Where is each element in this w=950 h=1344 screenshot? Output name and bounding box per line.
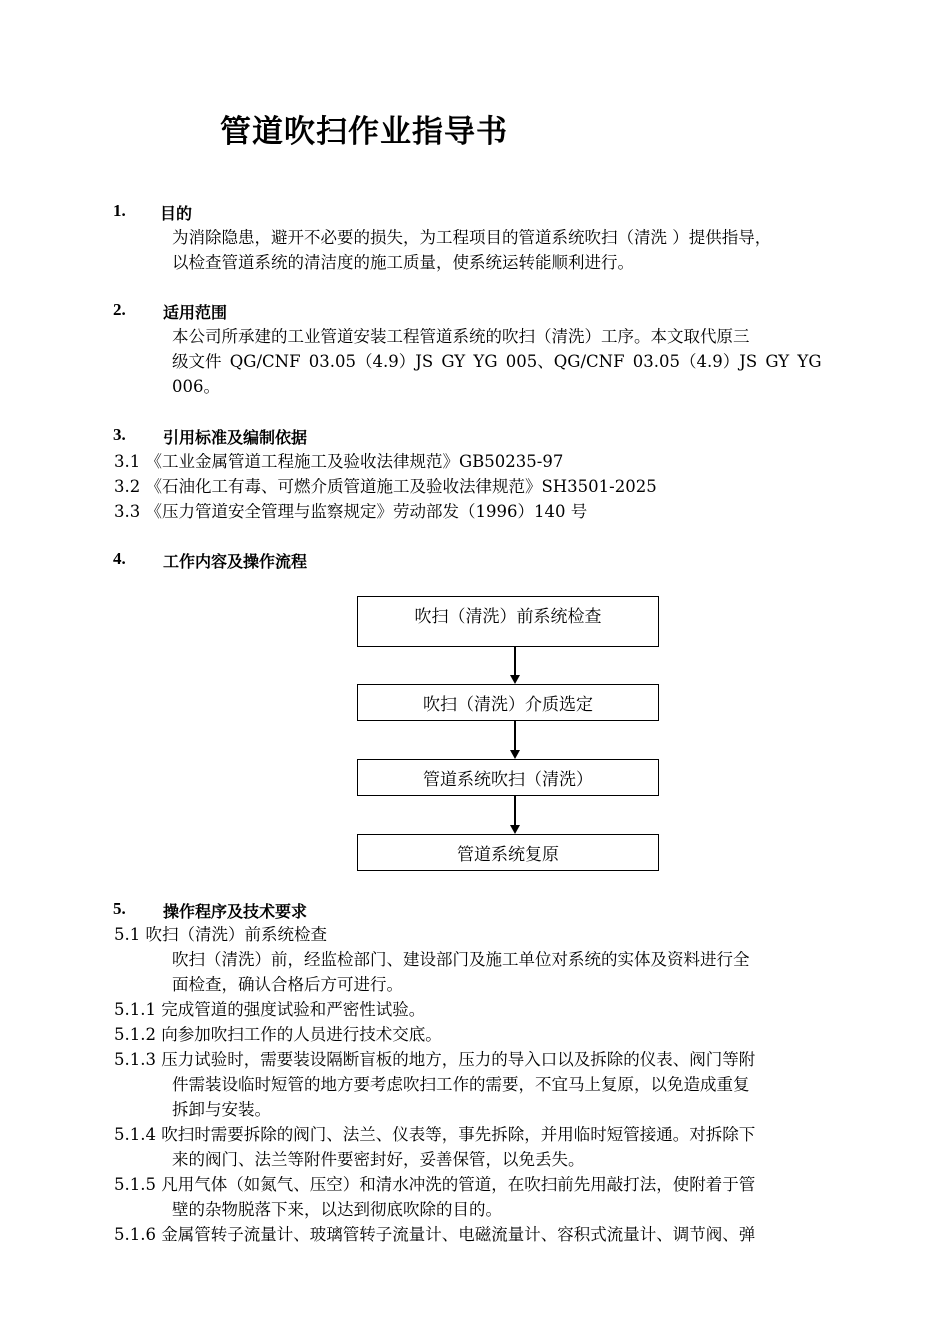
section-1-heading: 目的 (160, 204, 193, 223)
procedure-item-continuation: 件需装设临时短管的地方要考虑吹扫工作的需要，不宜马上复原，以免造成重复 (172, 1075, 750, 1094)
section-3-number: 3. (113, 425, 126, 444)
section-2-line: 本公司所承建的工业管道安装工程管道系统的吹扫（清洗）工序。本文取代原三 (172, 327, 750, 346)
procedure-item: 5.1.4 吹扫时需要拆除的阀门、法兰、仪表等，事先拆除，并用临时短管接通。对拆除下 (114, 1125, 756, 1144)
procedure-item: 5.1.3 压力试验时，需要装设隔断盲板的地方，压力的导入口以及拆除的仪表、阀门等附 (114, 1050, 756, 1069)
procedure-item: 5.1.2 向参加吹扫工作的人员进行技术交底。 (114, 1025, 442, 1044)
flow-step-1: 吹扫（清洗）前系统检查 (357, 596, 659, 647)
flow-connector (514, 721, 516, 750)
reference-item: 3.2 《石油化工有毒、可燃介质管道施工及验收法律规范》SH3501-2025 (114, 477, 657, 496)
flow-connector (514, 647, 516, 675)
section-2-line: 006。 (172, 377, 220, 396)
procedure-item: 5.1.1 完成管道的强度试验和严密性试验。 (114, 1000, 426, 1019)
subsection-5-1-intro: 面检查，确认合格后方可进行。 (172, 975, 403, 994)
page-title: 管道吹扫作业指导书 (220, 114, 508, 150)
section-1-number: 1. (113, 201, 126, 220)
section-1-line: 以检查管道系统的清洁度的施工质量，使系统运转能顺利进行。 (172, 253, 634, 272)
flow-connector (514, 796, 516, 825)
section-2-heading: 适用范围 (163, 303, 228, 322)
flow-step-4: 管道系统复原 (357, 834, 659, 871)
procedure-item-continuation: 壁的杂物脱落下来，以达到彻底吹除的目的。 (172, 1200, 502, 1219)
section-2-number: 2. (113, 300, 126, 319)
subsection-5-1-heading: 5.1 吹扫（清洗）前系统检查 (114, 925, 327, 944)
section-4-number: 4. (113, 549, 126, 568)
procedure-item-continuation: 来的阀门、法兰等附件要密封好，妥善保管，以免丢失。 (172, 1150, 585, 1169)
flow-step-3: 管道系统吹扫（清洗） (357, 759, 659, 796)
flow-arrow-icon (510, 750, 520, 759)
subsection-5-1-intro: 吹扫（清洗）前，经监检部门、建设部门及施工单位对系统的实体及资料进行全 (172, 950, 750, 969)
reference-item: 3.3 《压力管道安全管理与监察规定》劳动部发（1996）140 号 (114, 502, 588, 521)
flow-step-2: 吹扫（清洗）介质选定 (357, 684, 659, 721)
procedure-item: 5.1.5 凡用气体（如氮气、压空）和清水冲洗的管道，在吹扫前先用敲打法，使附着于管 (114, 1175, 756, 1194)
flow-arrow-icon (510, 675, 520, 684)
section-4-heading: 工作内容及操作流程 (163, 552, 308, 571)
procedure-item: 5.1.6 金属管转子流量计、玻璃管转子流量计、电磁流量计、容积式流量计、调节阀、弹 (114, 1225, 756, 1244)
section-2-line: 级文件 QG/CNF 03.05（4.9）JS GY YG 005、QG/CNF 03.05（4.9）JS GY YG (172, 352, 822, 371)
reference-item: 3.1 《工业金属管道工程施工及验收法律规范》GB50235-97 (114, 452, 564, 471)
section-5-heading: 操作程序及技术要求 (163, 902, 308, 921)
section-3-heading: 引用标准及编制依据 (163, 428, 308, 447)
procedure-item-continuation: 拆卸与安装。 (172, 1100, 271, 1119)
flow-arrow-icon (510, 825, 520, 834)
section-1-line: 为消除隐患，避开不必要的损失，为工程项目的管道系统吹扫（清洗 ）提供指导， (172, 228, 772, 247)
section-5-number: 5. (113, 899, 126, 918)
